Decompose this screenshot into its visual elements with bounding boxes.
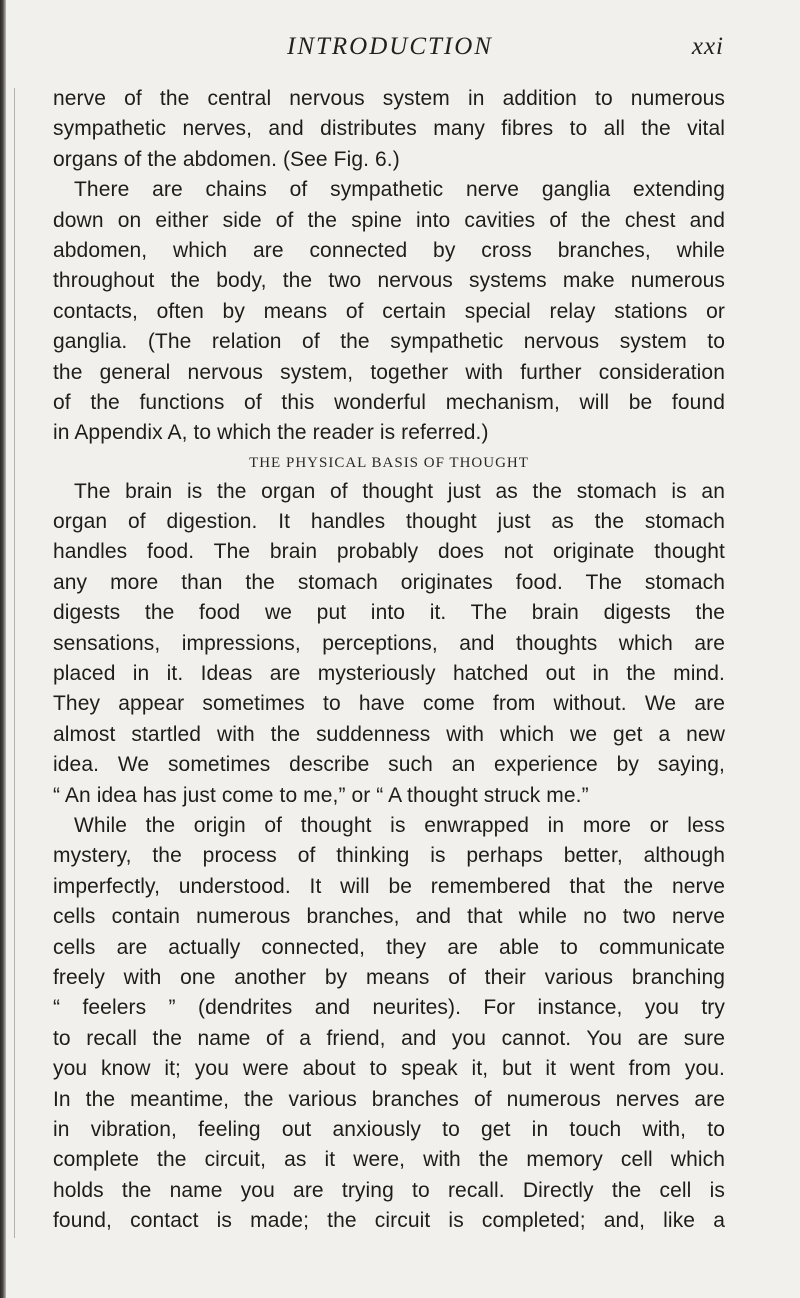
text-line: freely with one another by means of their various branching [53,965,725,989]
text-line: cells are actually connected, they are able to communicate [53,935,725,959]
text-line: digests the food we put into it. The brain digests the [53,601,725,625]
text-line: contacts, often by means of certain special relay stations or [53,299,725,323]
text-line: holds the name you are trying to recall. Directly the cell is [53,1178,725,1202]
text-line: ganglia. (The relation of the sympathetic nervous system to [53,330,725,354]
text-line: There are chains of sympathetic nerve ganglia extending [74,178,725,202]
text-line: down on either side of the spine into cavities of the chest and [53,208,725,232]
page-header [56,33,724,69]
text-line: nerve of the central nervous system in addition to numerous [53,87,725,110]
text-line: organ of digestion. It handles thought just as the stomach [53,510,725,534]
text-line: The brain is the organ of thought just as the stomach is an [74,479,725,503]
text-line: the general nervous system, together with further consideration [53,360,725,384]
running-head: INTRODUCTION [287,33,493,60]
text-line: sympathetic nerves, and distributes many fibres to all the vital [53,117,725,141]
text-line: almost startled with the suddenness with which we get a new [53,722,725,746]
page-edge-shadow [0,0,6,1298]
text-line: of the functions of this wonderful mechanism, will be found [53,390,725,414]
text-line: any more than the stomach originates food. The stomach [53,570,725,594]
text-line: to recall the name of a friend, and you cannot. You are sure [53,1026,725,1050]
text-line: In the meantime, the various branches of numerous nerves are [53,1087,725,1111]
text-line: While the origin of thought is enwrapped in more or less [74,813,725,837]
text-line: “ An idea has just come to me,” or “ A thought struck me.” [53,783,589,807]
text-line: “ feelers ” (dendrites and neurites). For instance, you try [53,996,725,1020]
section-heading: THE PHYSICAL BASIS OF THOUGHT [249,454,529,471]
text-line: handles food. The brain probably does not originate thought [53,540,725,564]
text-line: throughout the body, the two nervous systems make numerous [53,269,725,293]
text-line: mystery, the process of thinking is perhaps better, although [53,844,725,868]
text-line: abdomen, which are connected by cross branches, while [53,238,725,262]
text-line: idea. We sometimes describe such an experience by saying, [53,753,725,777]
text-line: imperfectly, understood. It will be remembered that the nerve [53,874,725,898]
text-line: found, contact is made; the circuit is completed; and, like a [53,1209,725,1233]
text-line: complete the circuit, as it were, with the memory cell which [53,1148,725,1172]
text-line: you know it; you were about to speak it, but it went from you. [53,1057,725,1081]
body-text [53,84,725,1236]
text-line: in Appendix A, to which the reader is referred.) [53,421,489,445]
text-line: sensations, impressions, perceptions, and thoughts which are [53,631,725,655]
text-line: placed in it. Ideas are mysteriously hatched out in the mind. [53,662,725,686]
page-gutter-line [14,88,15,1238]
text-line: in vibration, feeling out anxiously to get in touch with, to [53,1117,725,1141]
text-line: They appear sometimes to have come from without. We are [53,692,725,716]
text-line: organs of the abdomen. (See Fig. 6.) [53,147,400,171]
text-line: cells contain numerous branches, and that while no two nerve [53,905,725,929]
page-number: xxi [691,33,724,60]
